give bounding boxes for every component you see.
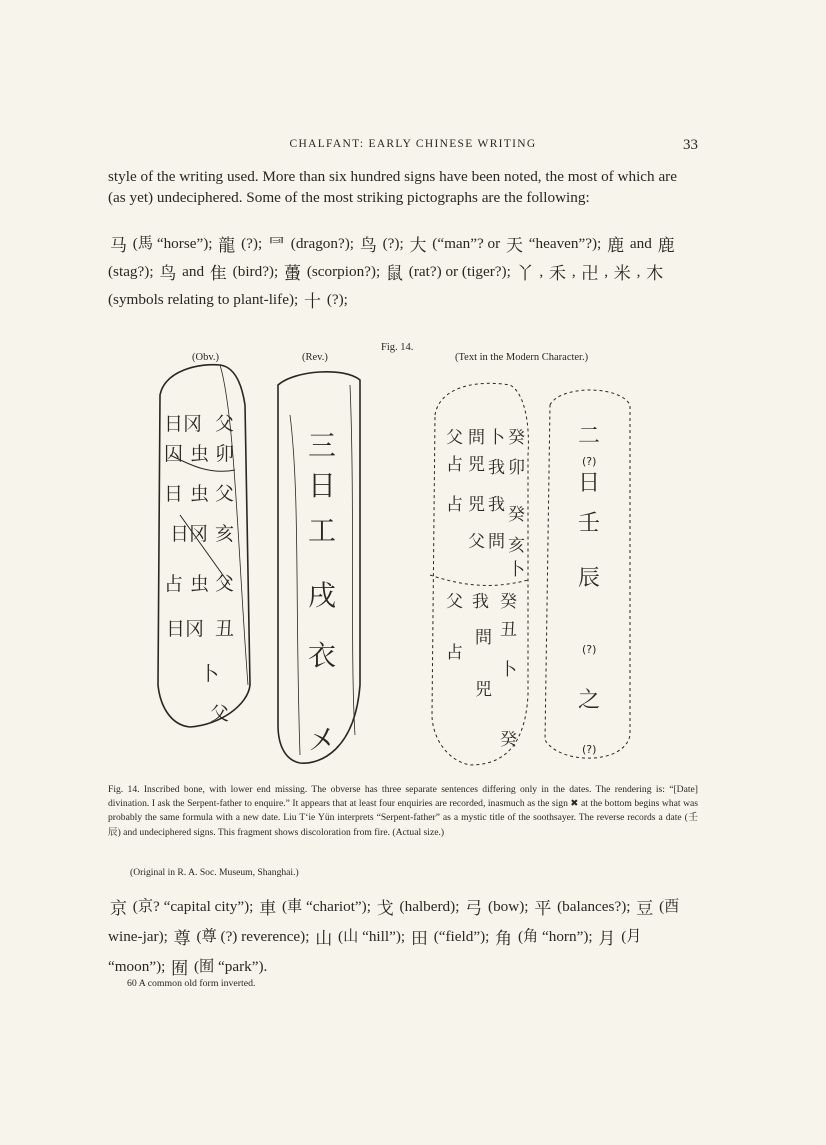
svg-text:之: 之 <box>578 688 601 713</box>
pictograph-label: , <box>632 263 645 280</box>
svg-text:占: 占 <box>164 573 184 595</box>
obverse-label: (Obv.) <box>192 352 220 363</box>
svg-text:日冈: 日冈 <box>166 618 205 640</box>
pictograph-label: , <box>535 263 548 280</box>
svg-text:兕: 兕 <box>468 455 485 475</box>
svg-text:占: 占 <box>446 643 463 663</box>
svg-text:父: 父 <box>215 413 235 435</box>
pictograph-label: and <box>178 263 208 280</box>
svg-text:日: 日 <box>164 483 184 505</box>
svg-text:丑: 丑 <box>215 618 235 640</box>
svg-text:父: 父 <box>215 483 235 505</box>
pictograph-icon: 米 <box>613 264 631 284</box>
pictograph-label: and <box>626 235 656 252</box>
svg-text:(?): (?) <box>582 643 597 656</box>
pictograph-icon: 車 <box>259 899 277 919</box>
pictograph-icon: 鹿 <box>657 236 675 256</box>
svg-text:三: 三 <box>308 429 337 462</box>
svg-text:卜: 卜 <box>500 660 517 680</box>
pictograph-icon: 天 <box>505 236 523 256</box>
svg-text:日冈: 日冈 <box>170 523 209 545</box>
pictograph-icon: 尊 <box>173 929 191 949</box>
reverse-label: (Rev.) <box>302 352 328 363</box>
pictograph-icon: ⺜ <box>267 236 285 256</box>
svg-text:虫: 虫 <box>190 443 210 465</box>
pictograph-icon: 龍 <box>218 236 236 256</box>
svg-text:我: 我 <box>488 495 505 515</box>
modern-label: (Text in the Modern Character.) <box>455 352 589 363</box>
svg-text:占: 占 <box>446 455 463 475</box>
running-head: CHALFANT: EARLY CHINESE WRITING <box>289 138 537 150</box>
svg-text:卜: 卜 <box>508 560 525 580</box>
svg-text:卯: 卯 <box>508 458 525 478</box>
pictograph-label: “heaven”?); <box>524 235 606 252</box>
bone-figure <box>150 355 670 775</box>
pictograph-label: (尊 (?) reverence); <box>192 928 314 945</box>
svg-text:我: 我 <box>472 592 489 612</box>
pictograph-label: (山 “hill”); <box>334 928 409 945</box>
pictograph-icon: 京 <box>110 899 127 919</box>
svg-text:(?): (?) <box>582 455 597 468</box>
pictograph-icon: 大 <box>409 236 427 256</box>
svg-text:問: 問 <box>468 428 485 448</box>
pictograph-list-2 <box>108 893 698 983</box>
pictograph-label: (囿 “park”). <box>190 958 268 975</box>
svg-text:辰: 辰 <box>578 566 601 591</box>
pictograph-icon: 鹿 <box>607 236 625 256</box>
svg-text:父: 父 <box>210 703 230 725</box>
pictograph-label: (?); <box>323 291 348 308</box>
pictograph-label: (scorpion?); <box>303 263 384 280</box>
pictograph-icon: 鸟 <box>159 264 177 284</box>
modern-text-right <box>578 424 600 756</box>
svg-text:卜: 卜 <box>488 428 505 448</box>
pictograph-label: (dragon?); <box>286 235 358 252</box>
pictograph-icon: 豆 <box>636 899 654 919</box>
pictograph-icon: 平 <box>534 899 552 919</box>
pictograph-icon: 木 <box>646 264 664 284</box>
svg-text:亥: 亥 <box>215 523 235 545</box>
svg-text:二: 二 <box>578 424 601 449</box>
pictograph-label: (酉 wine-jar); <box>108 898 680 945</box>
pictograph-label: (“man”? or <box>428 235 504 252</box>
pictograph-label: (?); <box>237 235 266 252</box>
pictograph-label: (stag?); <box>108 263 158 280</box>
pictograph-label: (?); <box>378 235 408 252</box>
obverse-signs <box>164 413 234 725</box>
svg-text:我: 我 <box>488 458 505 478</box>
svg-text:卜: 卜 <box>200 663 220 685</box>
svg-text:占: 占 <box>446 495 463 515</box>
page-number: 33 <box>683 137 698 153</box>
intro-paragraph: style of the writing used. More than six hundred signs have been noted, the most of which are (as yet) undeciphered. Some of the most striking pictographs are the following: <box>108 168 677 206</box>
pictograph-label: (bow); <box>484 898 533 915</box>
svg-text:癸: 癸 <box>500 730 517 750</box>
svg-text:日: 日 <box>308 469 337 502</box>
pictograph-icon: 戈 <box>376 899 394 919</box>
pictograph-icon: 丫 <box>516 264 534 284</box>
svg-text:父: 父 <box>446 428 463 448</box>
svg-text:問: 問 <box>488 532 505 552</box>
pictograph-label: (京? “capital city”); <box>129 898 258 915</box>
pictograph-icon: 禾 <box>549 264 567 284</box>
pictograph-icon: 角 <box>495 929 513 949</box>
pictograph-label: (月 “moon”); <box>108 928 642 975</box>
svg-text:衣: 衣 <box>308 639 337 672</box>
pictograph-label: (車 “chariot”); <box>278 898 375 915</box>
svg-text:壬: 壬 <box>578 511 601 536</box>
pictograph-icon: 十 <box>304 292 322 312</box>
pictograph-label: , <box>568 263 580 280</box>
svg-text:卯: 卯 <box>215 443 235 465</box>
pictograph-label: , <box>600 263 612 280</box>
pictograph-label: (馬 “horse”); <box>129 235 217 252</box>
pictograph-label: (halberd); <box>395 898 464 915</box>
svg-text:兕: 兕 <box>468 495 485 515</box>
pictograph-label: (symbols relating to plant-life); <box>108 291 303 308</box>
svg-text:兕: 兕 <box>475 680 492 700</box>
svg-text:囚: 囚 <box>164 443 184 465</box>
pictograph-icon: 月 <box>598 929 616 949</box>
pictograph-label: (“field”); <box>429 928 494 945</box>
reverse-signs <box>308 429 336 757</box>
svg-text:亥: 亥 <box>508 536 525 556</box>
svg-text:虫: 虫 <box>190 573 210 595</box>
svg-text:癸: 癸 <box>508 505 525 525</box>
fig-number: Fig. 14. <box>381 342 414 353</box>
pictograph-icon: 鼠 <box>386 264 403 284</box>
pictograph-icon: 隹 <box>209 264 227 284</box>
footnote: 60 A common old form inverted. <box>127 978 256 989</box>
svg-text:虫: 虫 <box>190 483 210 505</box>
pictograph-icon: 蠆 <box>284 264 302 284</box>
svg-text:癸: 癸 <box>508 428 525 448</box>
pictograph-icon: 马 <box>110 236 127 256</box>
svg-text:㐅: 㐅 <box>308 724 337 757</box>
pictograph-label: (bird?); <box>228 263 283 280</box>
pictograph-label: (角 “horn”); <box>514 928 597 945</box>
pictograph-label: (rat?) or (tiger?); <box>405 263 515 280</box>
pictograph-icon: 山 <box>315 929 333 949</box>
svg-text:父: 父 <box>446 592 463 612</box>
svg-text:戌: 戌 <box>308 579 337 612</box>
modern-text-left <box>446 428 525 750</box>
pictograph-icon: 鸟 <box>359 236 377 256</box>
svg-text:父: 父 <box>215 573 235 595</box>
svg-text:工: 工 <box>308 514 337 547</box>
pictograph-list-1 <box>108 231 698 315</box>
pictograph-icon: 卍 <box>581 264 599 284</box>
svg-text:日冈: 日冈 <box>164 413 203 435</box>
pictograph-icon: 弓 <box>465 899 483 919</box>
svg-text:父: 父 <box>468 532 485 552</box>
svg-text:日: 日 <box>578 471 601 496</box>
pictograph-icon: 囿 <box>171 959 189 979</box>
svg-text:問: 問 <box>475 628 492 648</box>
figure-source: (Original in R. A. Soc. Museum, Shanghai.) <box>130 867 299 878</box>
pictograph-label: (balances?); <box>553 898 635 915</box>
pictograph-icon: 田 <box>410 929 428 949</box>
svg-text:(?): (?) <box>582 743 597 756</box>
figure-caption: Fig. 14. Inscribed bone, with lower end missing. The obverse has three separate sentences differing only in the dates. The rendering is: “[Date] divination. I ask the Serpent-father to enquire.” It appears that at least four enquiries are recorded, inasmuch as the sign ✖ at the bottom begins what was probably the same formula with a new date. Liu T‘ie Yün interprets “Serpent-father” as a mystic title of the soothsayer. The reverse records a date (壬 辰) and undeciphered signs. This fragment shows discoloration from fire. (Actual size.) <box>108 784 698 838</box>
svg-text:癸: 癸 <box>500 592 517 612</box>
svg-text:丑: 丑 <box>500 620 517 640</box>
